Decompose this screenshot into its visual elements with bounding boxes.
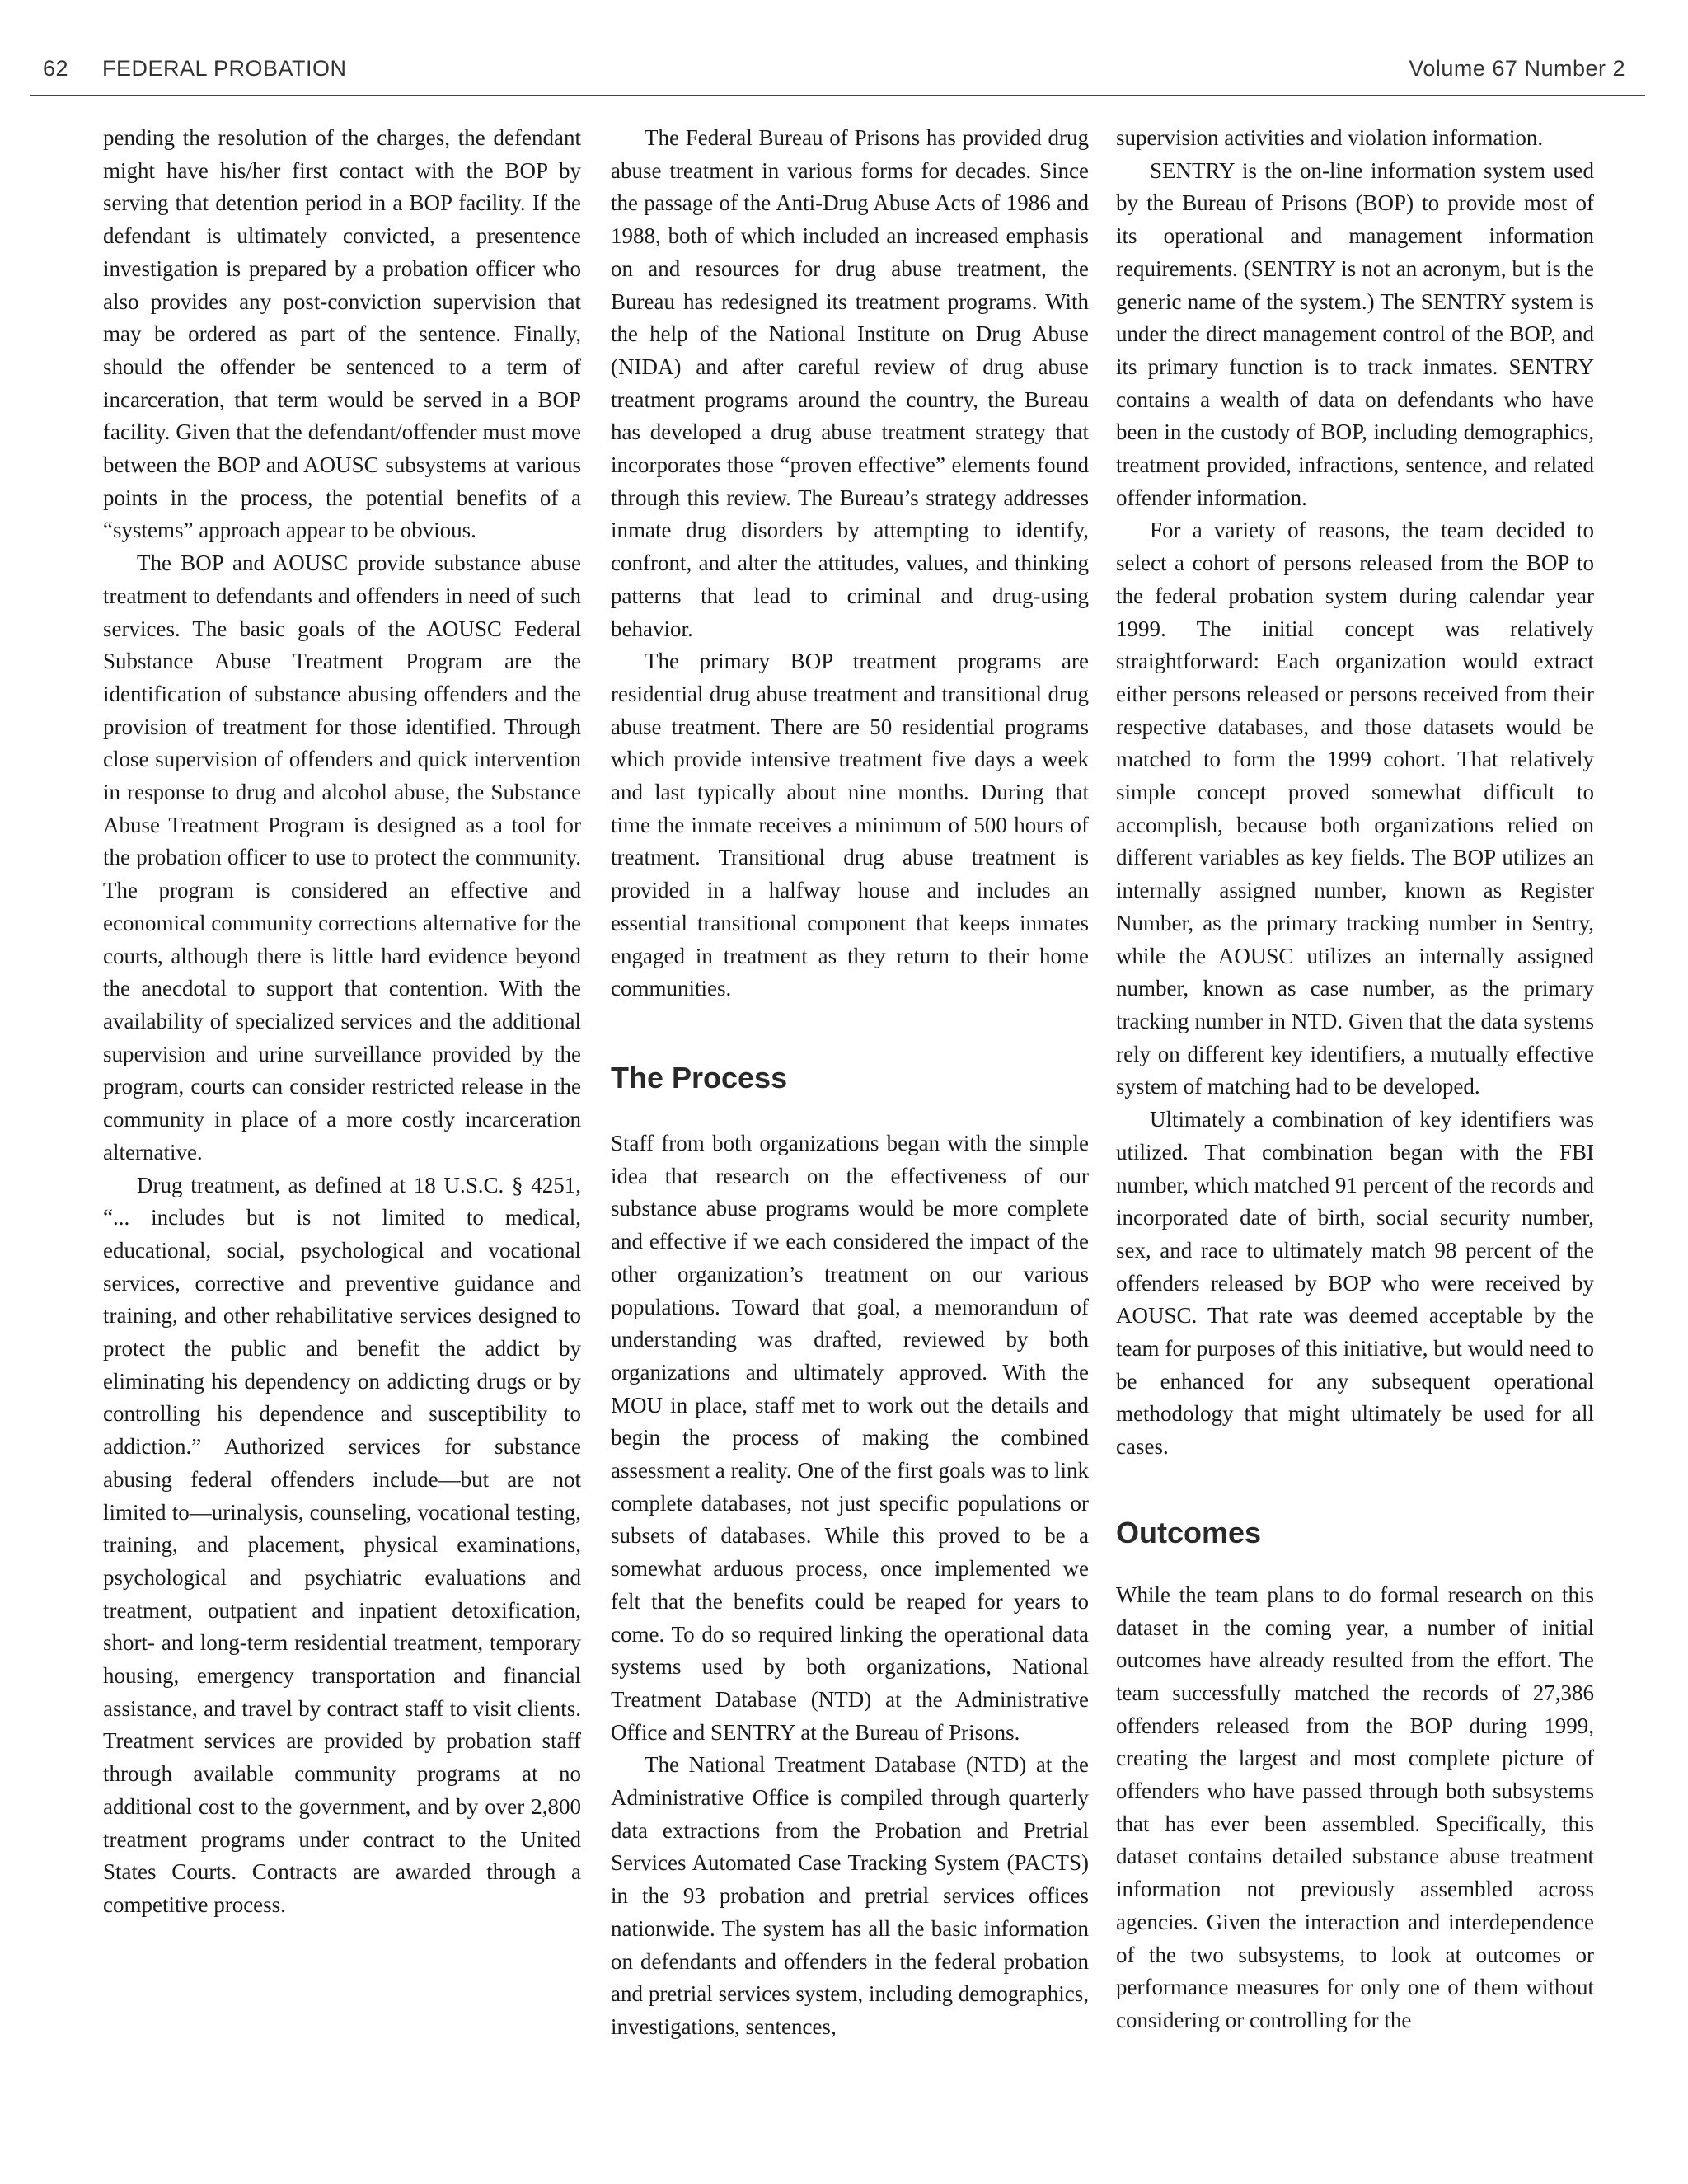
paragraph: pending the resolution of the charges, the defendant might have his/her first contact with the BOP by serving that detention period in a BOP facility. If the defendant is ultimately convicted, a presentence investigation is prepared by a probation officer who also provides any post-conviction supervision that may be ordered as part of the sentence. Finally, should the offender be sentenced to a term of incarceration, that term would be served in a BOP facility. Given that the defendant/offender must move between the BOP and AOUSC subsystems at various points in the process, the potential benefits of a “systems” approach appear to be obvious. xyxy=(103,125,581,543)
column-3 xyxy=(1116,122,1594,2037)
column-2 xyxy=(611,122,1089,2044)
section-heading-the-process: The Process xyxy=(611,1060,788,1094)
page-number: 62 xyxy=(43,56,69,81)
paragraph: The National Treatment Database (NTD) at the Administrative Office is compiled through quarterly data extractions from the Probation and Pretrial Services Automated Case Tracking System (PACTS) in the 93 probation and pretrial services offices nationwide. The system has all the basic information on defendants and offenders in the federal probation and pretrial services system, including demographics, investigations, sentences, xyxy=(611,1752,1089,2039)
volume-issue: Volume 67 Number 2 xyxy=(1409,56,1625,81)
column-1 xyxy=(103,122,581,1922)
paragraph: Ultimately a combination of key identifiers was utilized. That combination began with the FBI number, which matched 91 percent of the records and incorporated date of birth, social security number, sex, and race to ultimately match 98 percent of the offenders released by BOP who were received by AOUSC. That rate was deemed acceptable by the team for purposes of this initiative, but would need to be enhanced for any subsequent operational methodology that might ultimately be used for all cases. xyxy=(1116,1107,1594,1460)
header-rule xyxy=(30,95,1645,96)
paragraph: The Federal Bureau of Prisons has provided drug abuse treatment in various forms for decades. Since the passage of the Anti-Drug Abuse Acts of 1986 and 1988, both of which included an increased emphasis on and resources for drug abuse treatment, the Bureau has redesigned its treatment programs. With the help of the National Institute on Drug Abuse (NIDA) and after careful review of drug abuse treatment programs around the country, the Bureau has developed a drug abuse treatment strategy that incorporates those “proven effective” elements found through this review. The Bureau’s strategy addresses inmate drug disorders by attempting to identify, confront, and alter the attitudes, values, and thinking patterns that lead to criminal and drug-using behavior. xyxy=(611,125,1089,641)
section-heading-outcomes: Outcomes xyxy=(1116,1515,1262,1549)
paragraph: The primary BOP treatment programs are residential drug abuse treatment and transitional drug abuse treatment. There are 50 residential programs which provide intensive treatment five days a week and last typically about nine months. During that time the inmate receives a minimum of 500 hours of treatment. Transitional drug abuse treatment is provided in a halfway house and includes an essential transitional component that keeps inmates engaged in treatment as they return to their home communities. xyxy=(611,649,1089,1001)
paragraph: Staff from both organizations began with the simple idea that research on the effectiveness of our substance abuse programs would be more complete and effective if we each considered the impact of the other organization’s treatment on our various populations. Toward that goal, a memorandum of understanding was drafted, reviewed by both organizations and ultimately approved. With the MOU in place, staff met to work out the details and begin the process of making the combined assessment a reality. One of the first goals was to link complete databases, not just specific populations or subsets of databases. While this proved to be a somewhat arduous process, once implemented we felt that the benefits could be reaped for years to come. To do so required linking the operational data systems used by both organizations, National Treatment Database (NTD) at the Administrative Office and SENTRY at the Bureau of Prisons. xyxy=(611,1130,1089,1745)
paragraph: While the team plans to do formal research on this dataset in the coming year, a number of initial outcomes have already resulted from the effort. The team successfully matched the records of 27,386 offenders released from the BOP during 1999, creating the largest and most complete picture of offenders who have passed through both subsystems that has ever been assembled. Specifically, this dataset contains detailed substance abuse treatment information not previously assembled across agencies. Given the interaction and interdependence of the two subsystems, to look at outcomes or performance measures for only one of them without considering or controlling for the xyxy=(1116,1582,1594,2032)
paragraph: The BOP and AOUSC provide substance abuse treatment to defendants and offenders in need of such services. The basic goals of the AOUSC Federal Substance Abuse Treatment Program are the identification of substance abusing offenders and the provision of treatment for those identified. Through close supervision of offenders and quick intervention in response to drug and alcohol abuse, the Substance Abuse Treatment Program is designed as a tool for the probation officer to use to protect the community. The program is considered an effective and economical community corrections alternative for the courts, although there is little hard evidence beyond the anecdotal to support that contention. With the availability of specialized services and the additional supervision and urine surveillance provided by the program, courts can consider restricted release in the community in place of a more costly incarceration alternative. xyxy=(103,551,581,1165)
paragraph: Drug treatment, as defined at 18 U.S.C. § 4251, “... includes but is not limited to medical, educational, social, psychological and vocational services, corrective and preventive guidance and training, and other rehabilitative services designed to protect the public and benefit the addict by eliminating his dependency on addicting drugs or by controlling his dependence and susceptibility to addiction.” Authorized services for substance abusing federal offenders include—but are not limited to—urinalysis, counseling, vocational testing, training, and placement, physical examinations, psychological and psychiatric evaluations and treatment, outpatient and inpatient detoxification, short- and long-term residential treatment, temporary housing, emergency transportation and financial assistance, and travel by contract staff to visit clients. Treatment services are provided by probation staff through available community programs at no additional cost to the government, and by over 2,800 treatment programs under contract to the United States Courts. Contracts are awarded through a competitive process. xyxy=(103,1172,581,1917)
paragraph: supervision activities and violation information. xyxy=(1116,125,1544,150)
journal-title: FEDERAL PROBATION xyxy=(102,56,347,81)
running-head xyxy=(30,56,1645,99)
paragraph: SENTRY is the on-line information system used by the Bureau of Prisons (BOP) to provide most of its operational and management information requirements. (SENTRY is not an acronym, but is the generic name of the system.) The SENTRY system is under the direct management control of the BOP, and its primary function is to track inmates. SENTRY contains a wealth of data on defendants who have been in the custody of BOP, including demographics, treatment provided, infractions, sentence, and related offender information. xyxy=(1116,157,1594,510)
paragraph: For a variety of reasons, the team decided to select a cohort of persons released from the BOP to the federal probation system during calendar year 1999. The initial concept was relatively straightforward: Each organization would extract either persons released or persons received from their respective databases, and those datasets would be matched to form the 1999 cohort. That relatively simple concept proved somewhat difficult to accomplish, because both organizations relied on different variables as key fields. The BOP utilizes an internally assigned number, known as Register Number, as the primary tracking number in Sentry, while the AOUSC utilizes an internally assigned number, known as case number, as the primary tracking number in NTD. Given that the data systems rely on different key identifiers, a mutually effective system of matching had to be developed. xyxy=(1116,518,1594,1099)
